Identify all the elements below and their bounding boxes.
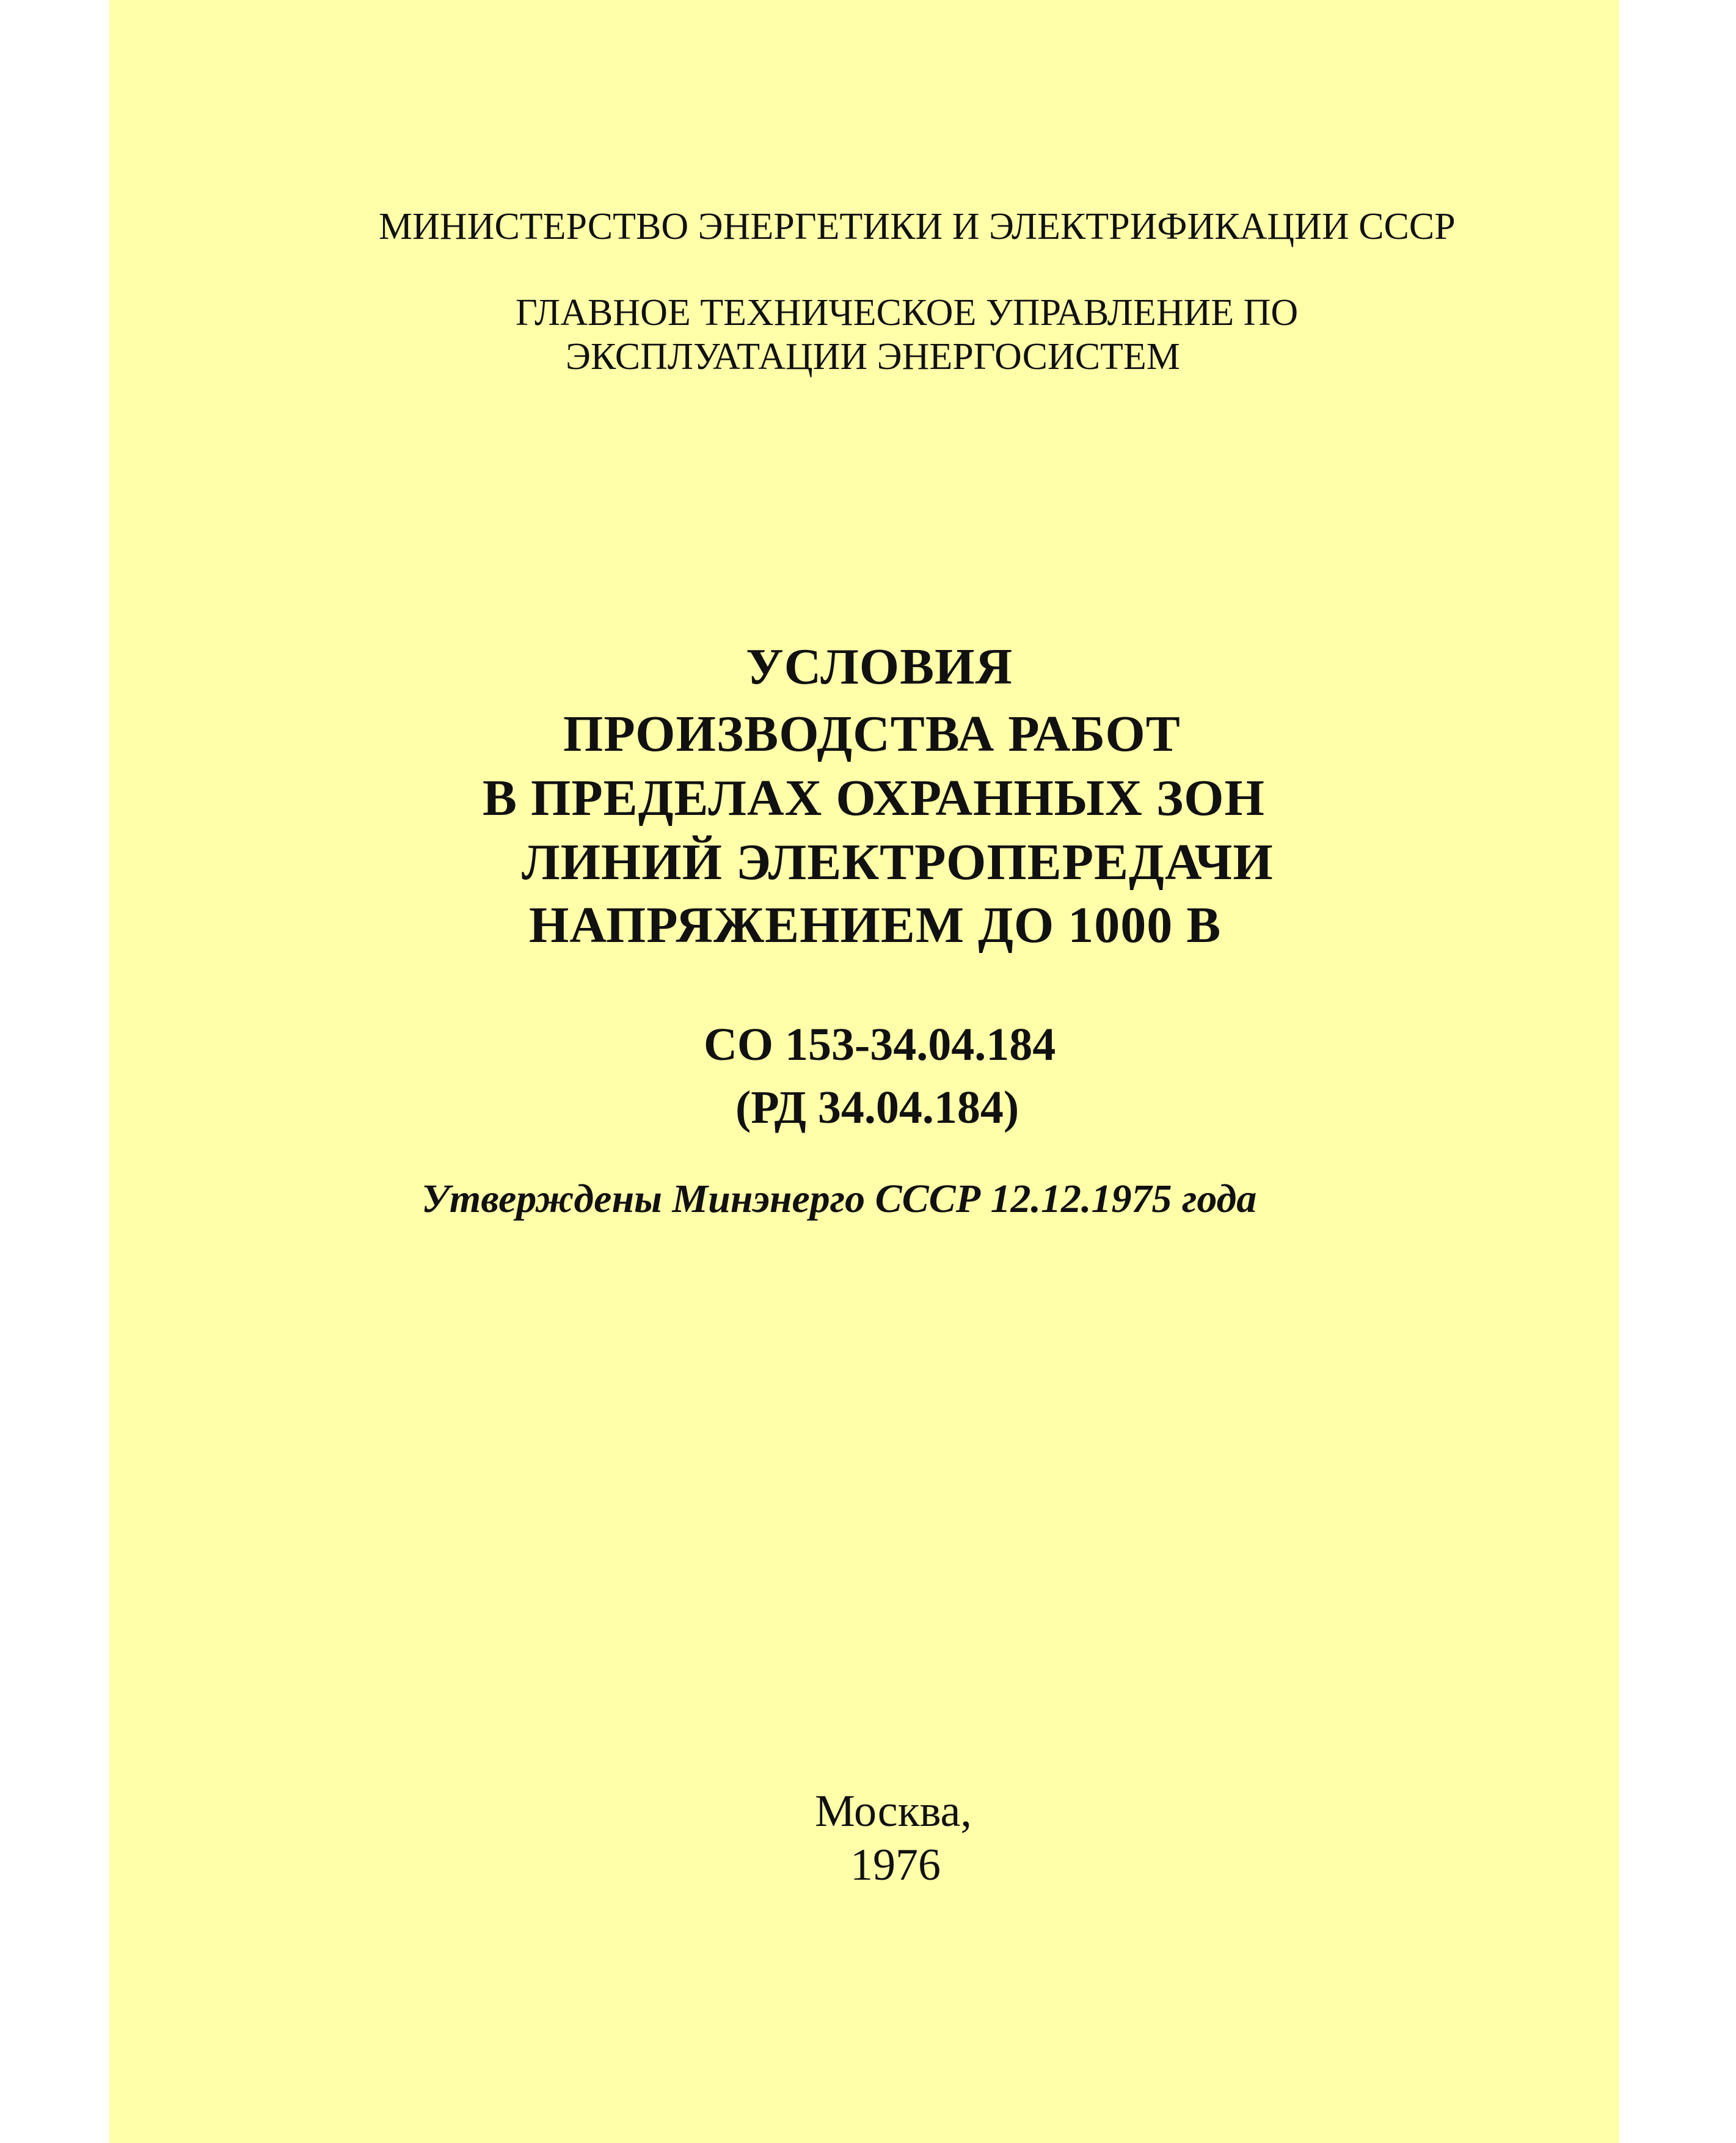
publication-year: 1976	[850, 1840, 941, 1890]
standard-code: СО 153-34.04.184	[704, 1019, 1056, 1070]
document-title-line-1: УСЛОВИЯ	[746, 638, 1013, 695]
publication-city: Москва,	[815, 1786, 972, 1836]
directorate-name-line-1: ГЛАВНОЕ ТЕХНИЧЕСКОЕ УПРАВЛЕНИЕ ПО	[516, 292, 1299, 334]
document-title-line-2: ПРОИЗВОДСТВА РАБОТ	[563, 706, 1181, 762]
document-title-line-4: ЛИНИЙ ЭЛЕКТРОПЕРЕДАЧИ	[522, 834, 1274, 891]
ministry-name: МИНИСТЕРСТВО ЭНЕРГЕТИКИ И ЭЛЕКТРИФИКАЦИИ СССР	[379, 206, 1456, 247]
document-title-line-5: НАПРЯЖЕНИЕМ ДО 1000 В	[529, 897, 1222, 954]
directorate-name-line-2: ЭКСПЛУАТАЦИИ ЭНЕРГОСИСТЕМ	[566, 336, 1180, 378]
approval-note: Утверждены Минэнерго СССР 12.12.1975 года	[421, 1177, 1257, 1221]
document-cover	[109, 0, 1619, 2143]
document-title-line-3: В ПРЕДЕЛАХ ОХРАННЫХ ЗОН	[483, 770, 1265, 827]
guidance-document-code: (РД 34.04.184)	[735, 1082, 1019, 1133]
